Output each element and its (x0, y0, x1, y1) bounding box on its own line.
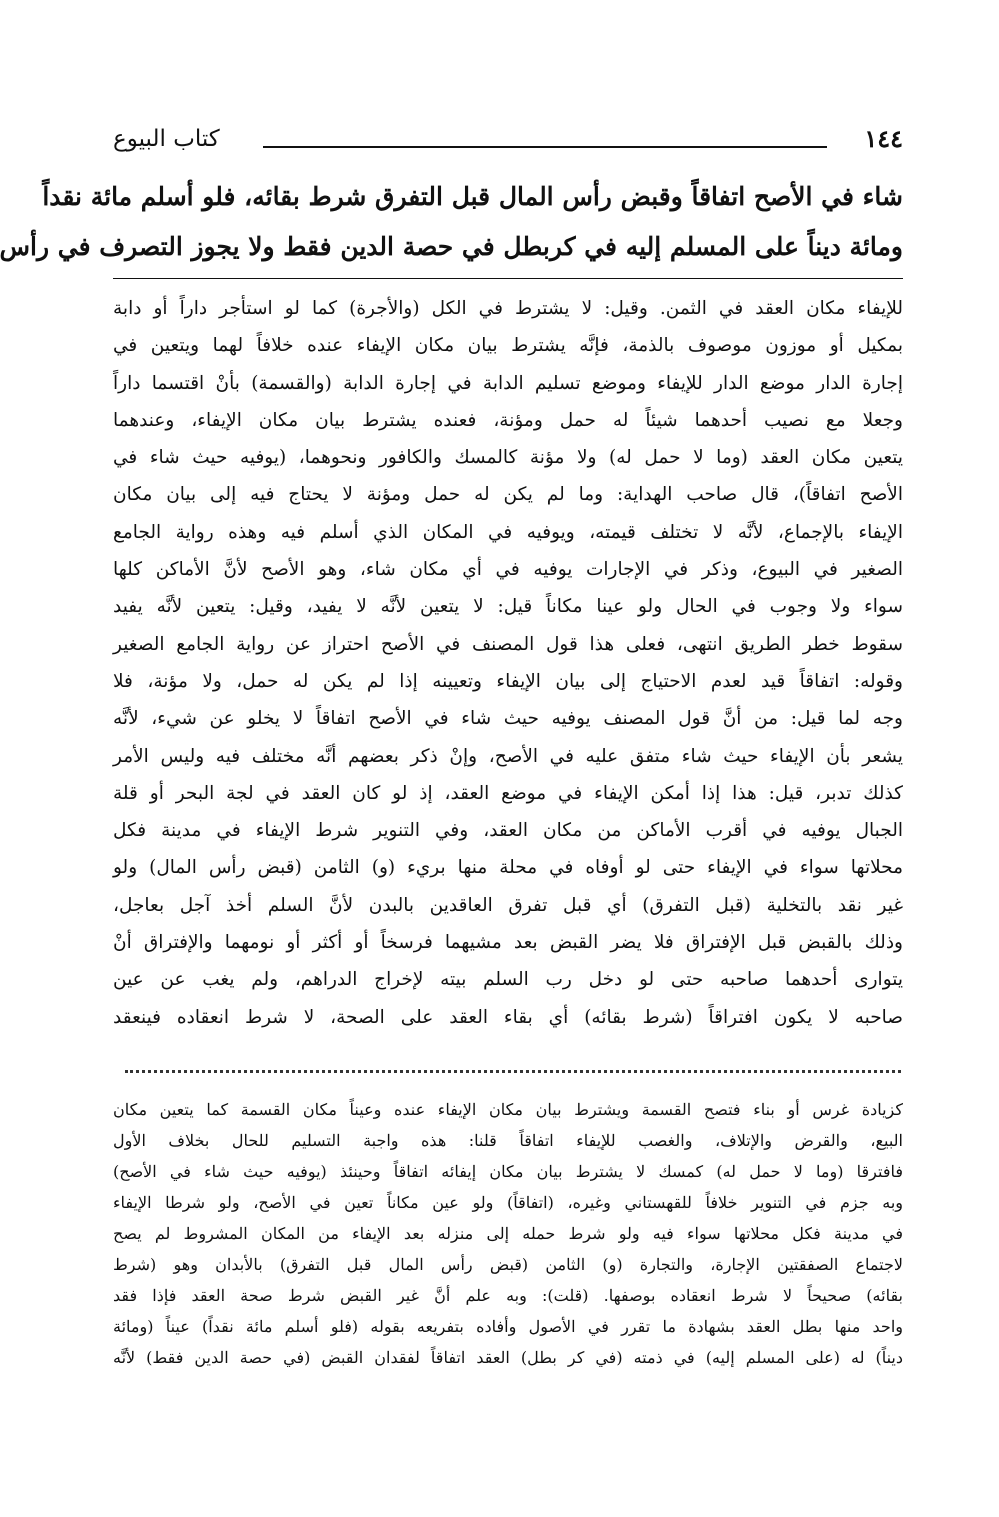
section-divider (113, 278, 903, 279)
commentary-line: غير نقد بالتخلية (قبل التفرق) أي قبل تفرق العاقدين بالبدن لأنَّ السلم أخذ آجل بعاجل، (113, 894, 903, 916)
footnote-text (113, 1094, 903, 1373)
footnote-line: كزيادة غرس أو بناء فتصح القسمة ويشترط بيان مكان الإيفاء عنده وعيناً مكان القسمة كما يتعين مكان (113, 1100, 903, 1119)
footnote-line: وبه جزم في التنوير خلافاً للقهستاني وغيره، (اتفاقاً) ولو عين مكاناً تعين في الأصح، ولو شرطا الإيفاء (113, 1193, 903, 1212)
commentary-line: سقوط خطر الطريق انتهى، فعلى هذا قول المصنف في الأصح احتراز عن رواية الجامع الصغير (113, 633, 903, 655)
book-title: كتاب البيوع (113, 126, 220, 152)
footnote-line: فافترقا (وما لا حمل له) كمسك لا يشترط بيان مكان إيفائه اتفاقاً وحينئذ (يوفيه حيث شاء في الأصح) (113, 1162, 904, 1181)
commentary-line: الصغير في البيوع، وذكر في الإجارات يوفيه في أي مكان شاء، وهو الأصح لأنَّ الأماكن كلها (113, 559, 903, 581)
commentary-line: يتعين مكان العقد (وما لا حمل له) ولا مؤنة كالمسك والكافور ونحوهما، (يوفيه حيث شاء في (113, 447, 903, 469)
commentary-line: يشعر بأن الإيفاء حيث شاء متفق عليه في الأصح، وإنْ ذكر بعضهم أنَّه مختلف فيه وليس الأمر (113, 745, 903, 767)
commentary-line: صاحبه لا يكون افتراقاً (شرط بقائه) أي بقاء العقد على الصحة، لا شرط انعقاده فينعقد (113, 1006, 903, 1028)
main-text-line: ومائة ديناً على المسلم إليه في كربطل في حصة الدين فقط ولا يجوز التصرف في رأس (0, 232, 903, 261)
commentary-line: الجبال يوفيه في أقرب الأماكن من مكان العقد، وفي التنوير شرط الإيفاء في مدينة فكل (113, 820, 903, 842)
commentary-line: إجارة الدار موضع الدار للإيفاء وموضع تسليم الدابة في إجارة الدابة (والقسمة) بأنْ اقتسما داراً (113, 372, 903, 394)
main-text-line: شاء في الأصح اتفاقاً وقبض رأس المال قبل التفرق شرط بقائه، فلو أسلم مائة نقداً (42, 182, 903, 211)
footnote-line: بقائه) صحيحاً لا شرط انعقاده بوصفها. (قلت): وبه علم أنَّ غير القبض شرط صحة العقد فإذا فقد (113, 1286, 903, 1305)
commentary-line: محلاتها سواء في الإيفاء حتى لو أوفاه في محلة منها بريء (و) الثامن (قبض رأس المال) ولو (113, 857, 903, 879)
dotted-separator (125, 1070, 901, 1083)
commentary-line: وذلك بالقبض قبل الإفتراق فلا يضر القبض بعد مشيهما فرسخاً أو أكثر أو نومهما والإفتراق أنْ (113, 932, 903, 954)
footnote-line: في مدينة فكل محلاتها سواء فيه ولو شرط حمله إلى منزله بعد الإيفاء من المكان المشروط لم يصح (113, 1224, 903, 1243)
commentary-line: يتوارى أحدهما صاحبه حتى لو دخل رب السلم بيته لإخراج الدراهم، ولم يغب عن عين (113, 969, 903, 991)
footnote-line: لاجتماع الصفقتين الإجارة، والتجارة (و) الثامن (قبض رأس المال قبل التفرق) بالأبدان وهو (شرط (113, 1255, 903, 1274)
commentary-line: الإيفاء بالإجماع، لأنَّه لا تختلف قيمته، ويوفيه في المكان الذي أسلم فيه وهذه رواية الجامع (113, 521, 903, 543)
commentary-line: الأصح اتفاقاً)، قال صاحب الهداية: وما لم يكن له حمل ومؤنة لا يحتاج فيه إلى بيان مكان (113, 484, 903, 506)
commentary-line: وقوله: اتفاقاً قيد لعدم الاحتياج إلى بيان الإيفاء وتعيينه إذا لم يكن له حمل، ولا مؤنة، فلا (113, 670, 903, 692)
commentary-line: للإيفاء مكان العقد في الثمن. وقيل: لا يشترط في الكل (والأجرة) كما لو استأجر داراً أو دابة (113, 298, 903, 319)
commentary-line: سواء ولا وجوب في الحال ولو عينا مكاناً قيل: لا يتعين لأنَّه لا يفيد، وقيل: يتعين لأنَّه يفيد (113, 596, 903, 618)
header-rule (263, 146, 827, 148)
commentary-line: وجه لما قيل: من أنَّ قول المصنف يوفيه حيث شاء في الأصح اتفاقاً لا يخلو عن شيء، لأنَّه (113, 708, 903, 730)
page-number: ١٤٤ (864, 124, 903, 153)
footnote-line: واحد منها بطل العقد بشهادة ما تقرر في الأصول وأفاده بتفريعه بقوله (فلو أسلم مائة نقداً) عيناً (ومائة (113, 1317, 903, 1336)
commentary-text (113, 290, 903, 1036)
footnote-line: ديناً) له (على المسلم إليه) في ذمته (في كر بطل) العقد اتفاقاً لفقدان القبض (في حصة الدين فقط) لأنَّه (113, 1348, 903, 1367)
main-text (0, 172, 903, 272)
page-header (113, 124, 903, 164)
commentary-line: كذلك تدبر، قيل: هذا إذا أمكن الإيفاء في موضع العقد، إذ لو كان العقد في لجة البحر أو قلة (113, 782, 903, 804)
commentary-line: وجعلا مع نصيب أحدهما شيئاً له حمل ومؤنة، فعنده يشترط بيان مكان الإيفاء، وعندهما (113, 409, 903, 431)
commentary-line: بمكيل أو موزون موصوف بالذمة، فإنَّه يشترط بيان مكان الإيفاء عنده خلافاً لهما ويتعين في (113, 335, 903, 357)
footnote-line: البيع، والقرض والإتلاف، والغصب للإيفاء اتفاقاً قلنا: هذه واجبة التسليم للحال بخلاف الأول (113, 1131, 903, 1150)
